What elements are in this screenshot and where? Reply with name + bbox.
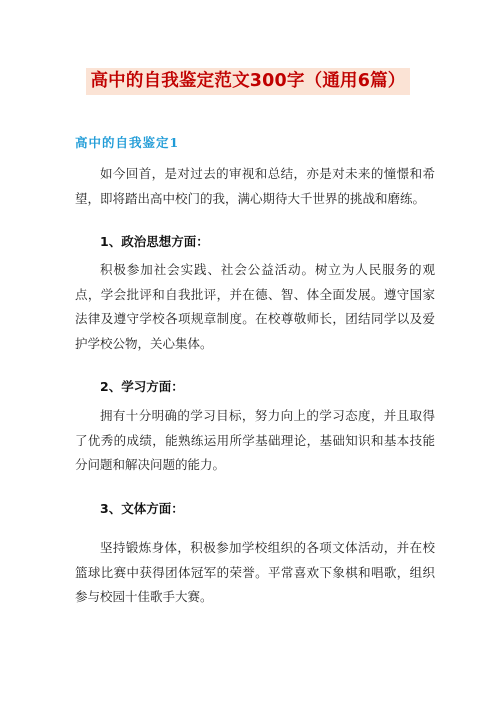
intro-paragraph: 如今回首，是对过去的审视和总结，亦是对未来的憧憬和希望，即将踏出高中校门的我，满心期待大千世界的挑战和磨练。 — [75, 166, 435, 206]
paragraph-study: 拥有十分明确的学习目标，努力向上的学习态度，并且取得了优秀的成绩，能熟练运用所学基础理论，基础知识和基本技能分问题和解决问题的能力。 — [75, 408, 435, 472]
document-title: 高中的自我鉴定范文300字（通用6篇） — [86, 68, 409, 95]
subheading-sports: 3、文体方面： — [100, 501, 184, 516]
subheading-politics: 1、政治思想方面： — [100, 234, 209, 249]
title-container — [0, 68, 496, 95]
subheading-study: 2、学习方面： — [100, 379, 184, 394]
paragraph-sports: 坚持锻炼身体，积极参加学校组织的各项文体活动，并在校篮球比赛中获得团体冠军的荣誉。平常喜欢下象棋和唱歌，组织参与校园十佳歌手大赛。 — [75, 540, 435, 604]
paragraph-politics: 积极参加社会实践、社会公益活动。树立为人民服务的观点，学会批评和自我批评，并在德、智、体全面发展。遵守国家法律及遵守学校各项规章制度。在校尊敬师长，团结同学以及爱护学校公物，关心集体。 — [75, 262, 435, 351]
section-heading: 高中的自我鉴定1 — [75, 135, 180, 150]
